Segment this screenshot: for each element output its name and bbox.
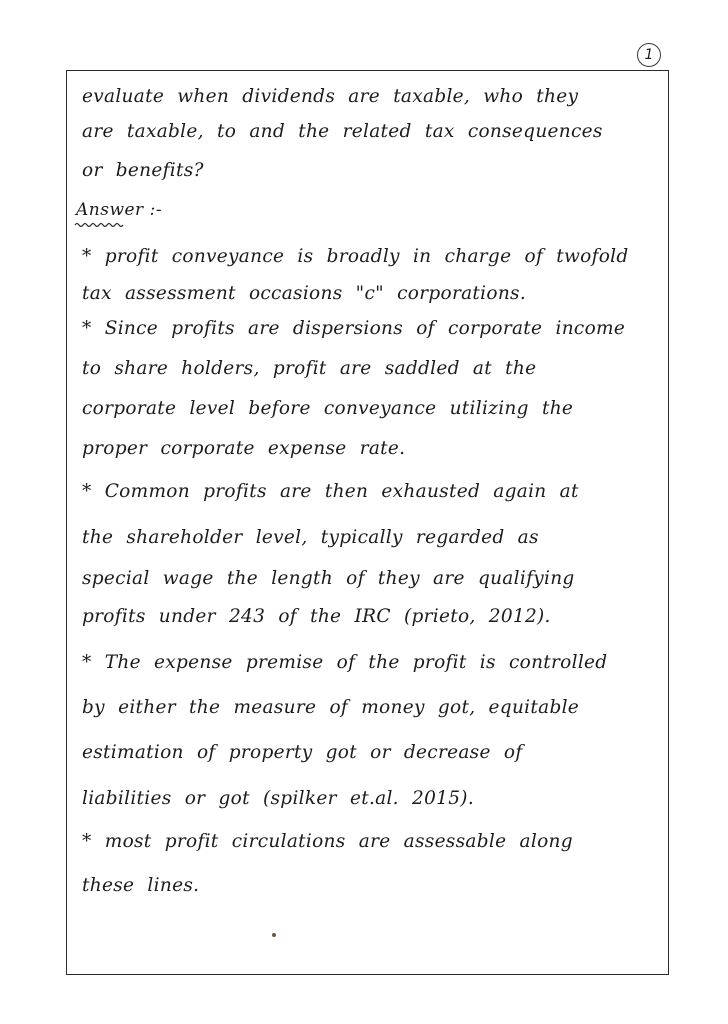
question-line-2: are taxable, to and the related tax consequences bbox=[82, 121, 603, 142]
answer-line-10: profits under 243 of the IRC (prieto, 2012). bbox=[82, 606, 551, 627]
question-line-1: evaluate when dividends are taxable, who they bbox=[82, 86, 579, 107]
page-number: 1 bbox=[637, 43, 661, 67]
question-line-3: or benefits? bbox=[82, 160, 204, 181]
ink-dot bbox=[272, 933, 276, 937]
answer-line-8: the shareholder level, typically regarded as bbox=[82, 527, 539, 548]
answer-line-3: * Since profits are dispersions of corporate income bbox=[82, 318, 626, 339]
answer-line-13: estimation of property got or decrease of bbox=[82, 742, 523, 763]
answer-line-14: liabilities or got (spilker et.al. 2015). bbox=[82, 788, 475, 809]
answer-line-12: by either the measure of money got, equitable bbox=[82, 697, 580, 718]
answer-line-11: * The expense premise of the profit is controlled bbox=[82, 652, 608, 673]
answer-line-1: * profit conveyance is broadly in charge of twofold bbox=[82, 246, 629, 267]
answer-line-5: corporate level before conveyance utilizing the bbox=[82, 398, 574, 419]
answer-line-2: tax assessment occasions "c" corporations. bbox=[82, 283, 527, 304]
answer-line-9: special wage the length of they are qualifying bbox=[82, 568, 575, 589]
answer-line-4: to share holders, profit are saddled at the bbox=[82, 358, 537, 379]
underline-squiggle bbox=[74, 221, 124, 229]
answer-line-15: * most profit circulations are assessable along bbox=[82, 831, 573, 852]
answer-line-7: * Common profits are then exhausted again at bbox=[82, 481, 579, 502]
answer-line-6: proper corporate expense rate. bbox=[82, 438, 406, 459]
answer-line-16: these lines. bbox=[82, 875, 200, 896]
answer-heading: Answer :- bbox=[76, 200, 163, 220]
